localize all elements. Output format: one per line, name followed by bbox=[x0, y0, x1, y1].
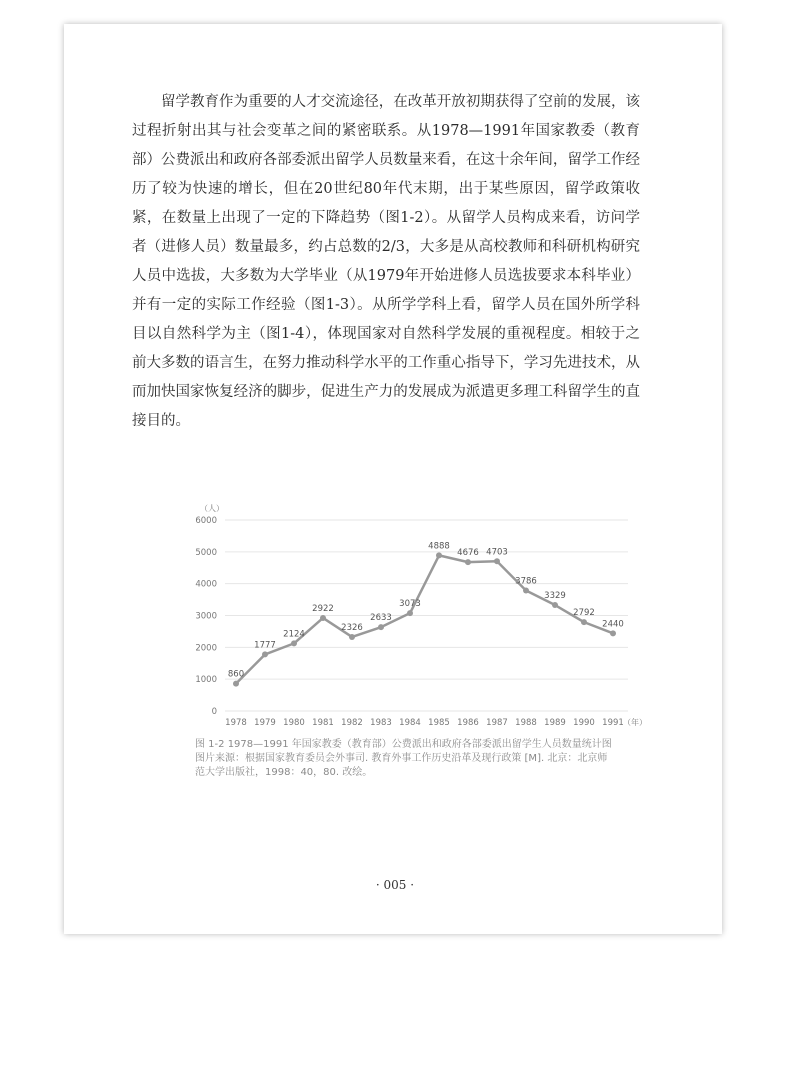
x-tick-label: 1988 bbox=[515, 718, 537, 728]
figure-caption bbox=[195, 738, 655, 780]
x-tick-label: 1986 bbox=[457, 718, 479, 728]
chart-svg bbox=[130, 498, 660, 738]
y-tick-label: 0 bbox=[211, 707, 217, 717]
data-label: 860 bbox=[227, 669, 245, 680]
x-axis-unit-label: （年） bbox=[623, 718, 647, 727]
y-tick-label: 6000 bbox=[195, 516, 217, 526]
data-label: 4703 bbox=[486, 547, 508, 558]
body-paragraph: 留学教育作为重要的人才交流途径，在改革开放初期获得了空前的发展，该过程折射出其与社会变革之间的紧密联系。从1978—1991年国家教委（教育部）公费派出和政府各部委派出留学人员数量来看，在这十余年间，留学工作经历了较为快速的增长，但在20世纪80年代末期，出于某些原因，留学政策收紧，在数量上出现了一定的下降趋势（图1-2）。从留学人员构成来看，访问学者（进修人员）数量最多，约占总数的2/3，大多是从高校教师和科研机构研究人员中选拔，大多数为大学毕业（从1979年开始进修人员选拔要求本科毕业）并有一定的实际工作经验（图1-3）。从所学学科上看，留学人员在国外所学科目以自然科学为主（图1-4），体现国家对自然科学发展的重视程度。相较于之前大多数的语言生，在努力推动科学水平的工作重心指导下，学习先进技术，从而加快国家恢复经济的脚步，促进生产力的发展成为派遣更多理工科留学生的直接目的。 bbox=[132, 94, 640, 429]
data-label: 1777 bbox=[254, 640, 276, 651]
x-tick-label: 1982 bbox=[341, 718, 363, 728]
data-point bbox=[494, 558, 500, 564]
data-point bbox=[436, 552, 442, 558]
data-point bbox=[407, 610, 413, 616]
x-tick-label: 1980 bbox=[283, 718, 305, 728]
data-label: 2792 bbox=[573, 608, 595, 619]
y-tick-label: 4000 bbox=[195, 579, 217, 590]
data-point bbox=[523, 587, 529, 593]
data-label: 3786 bbox=[515, 576, 537, 587]
x-tick-label: 1983 bbox=[370, 718, 392, 728]
x-tick-label: 1981 bbox=[312, 718, 334, 728]
caption-line-2: 图片来源：根据国家教育委员会外事司. 教育外事工作历史沿革及现行政策 [M]. 北京：北京师 bbox=[195, 753, 608, 764]
data-point bbox=[610, 630, 616, 636]
caption-line-1: 图 1-2 1978—1991 年国家教委（教育部）公费派出和政府各部委派出留学生人员数量统计图 bbox=[195, 739, 612, 750]
y-tick-label: 1000 bbox=[195, 675, 217, 686]
x-tick-label: 1978 bbox=[225, 718, 247, 728]
series-line bbox=[236, 555, 613, 683]
y-tick-label: 2000 bbox=[195, 643, 217, 654]
data-label: 3329 bbox=[544, 591, 566, 602]
data-label: 4676 bbox=[457, 548, 479, 559]
data-label: 2326 bbox=[341, 622, 363, 633]
data-point bbox=[320, 615, 326, 621]
y-tick-label: 3000 bbox=[195, 611, 217, 622]
y-tick-label: 5000 bbox=[195, 547, 217, 558]
data-point bbox=[349, 634, 355, 640]
x-tick-label: 1990 bbox=[573, 718, 595, 728]
caption-line-3: 范大学出版社，1998：40，80. 改绘。 bbox=[195, 767, 373, 778]
x-tick-label: 1979 bbox=[254, 718, 276, 728]
data-label: 2922 bbox=[312, 603, 334, 614]
x-tick-label: 1991 bbox=[602, 718, 624, 728]
data-label: 3073 bbox=[399, 599, 421, 610]
x-tick-label: 1989 bbox=[544, 718, 566, 728]
x-tick-label: 1985 bbox=[428, 718, 450, 728]
data-point bbox=[581, 619, 587, 625]
data-point bbox=[552, 602, 558, 608]
data-label: 2440 bbox=[602, 619, 624, 630]
x-tick-label: 1984 bbox=[399, 718, 421, 728]
data-point bbox=[378, 624, 384, 630]
line-chart bbox=[130, 498, 660, 738]
page-number: · 005 · bbox=[375, 878, 415, 892]
data-point bbox=[291, 640, 297, 646]
x-tick-label: 1987 bbox=[486, 718, 508, 728]
data-label: 4888 bbox=[428, 541, 450, 552]
data-point bbox=[262, 651, 268, 657]
y-axis-unit-label: （人） bbox=[200, 504, 224, 513]
data-label: 2633 bbox=[370, 613, 392, 624]
data-label: 2124 bbox=[283, 629, 305, 640]
data-point bbox=[233, 681, 239, 687]
data-point bbox=[465, 559, 471, 565]
